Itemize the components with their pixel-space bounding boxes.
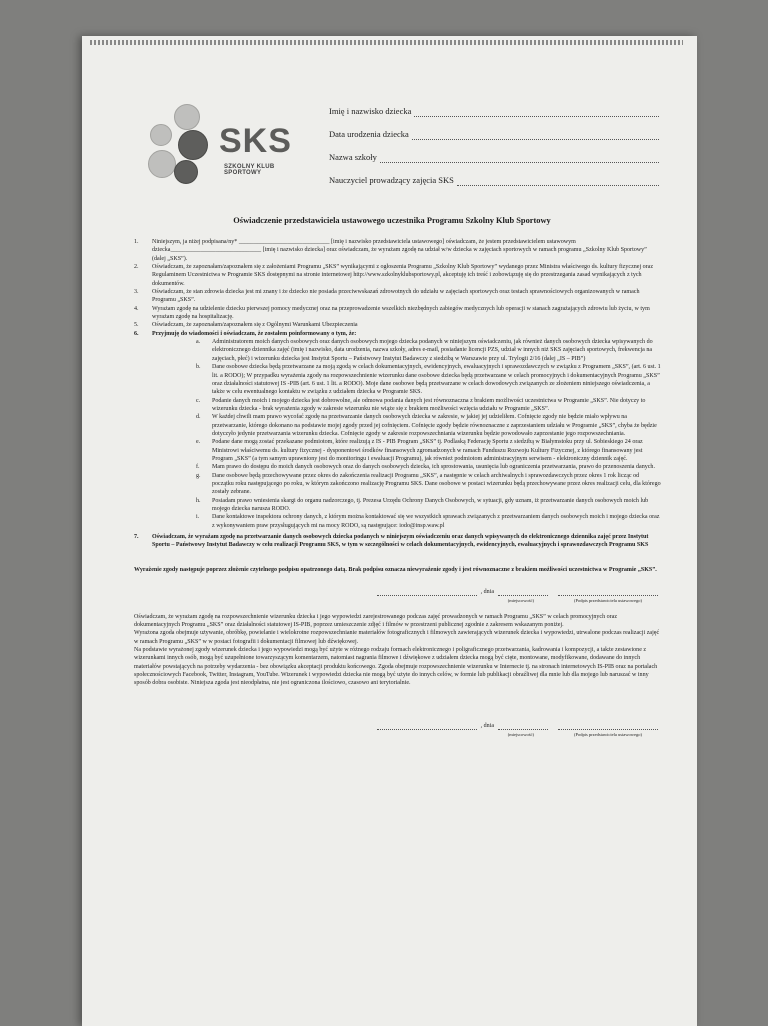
image-consent-paragraph: Wyrażona zgoda obejmuje używanie, obróbkę, powielanie i wielokrotne rozpowszechnianie materiałów fotograficznych i filmowych zawierających wizerunek dziecka i wypowiedzi, utrwalone podczas realizacji zajęć w ramach Programu „SKS” w w postaci fotografii i dokumentacji filmowej lub dźwiękowej. [134, 630, 660, 645]
sub-item: c. Podanie danych moich i mojego dziecka jest dobrowolne, ale odmowa podania danych jest równoznaczna z brakiem możliwości uczestnictwa w Programie „SKS”. Nie dotyczy to wizerunku dziecka - brak wyrażenia zgody w zakresie wizerunku nie wiąże się z brakiem możliwości wzięcia udziału w Programie „SKS”. [196, 397, 646, 412]
consent-note: Wyrażenie zgody następuje poprzez złożenie czytelnego podpisu opatrzonego datą. Brak podpisu oznacza niewyrażenie zgody i jest równoznaczne z brakiem możliwości uczestnictwa w Programie „SKS”. [134, 566, 657, 573]
sub-item: i. Dane kontaktowe inspektora ochrony danych, z którym można kontaktować się we wszystkich sprawach związanych z przetwarzaniem danych osobowych moich i mojego dziecka oraz z wykonywaniem praw przysługujących mi na mocy RODO, są następujące: iodo@insp.waw.pl [196, 514, 660, 529]
list-item: 2. Oświadczam, że zapoznałam/zapoznałem się z założeniami Programu „SKS” wynikającymi z ogłoszenia Programu „Szkolny Klub Sportowy” wydanego przez Ministra właściwego ds. kultury fizycznej oraz Regulaminem Uczestnictwa w Programie SKS dostępnymi na stronie internetowej http://www.szkolnyklubsportowy.pl, akceptuję ich treść i zobowiązuję się do przestrzegania zasad wynikających z tych dokumentów. [134, 264, 654, 287]
signature-captions-1: (miejscowość) (Podpis przedstawiciela ustawowego) [507, 598, 642, 604]
signature-block-1[interactable]: , dnia [134, 588, 662, 596]
list-item: 7. Oświadczam, że wyrażam zgodę na przetwarzanie danych osobowych dziecka podanych w niniejszym oświadczeniu oraz danych wpisywanych do elektronicznego dziennika zajęć przez Instytut Sportu – Państwowy Instytut Badawczy w celu realizacji Programu SKS, w tym w szczególności w celach dokumentacyjnych, ewidencyjnych, ewaluacyjnych i sprawozdawczych Programu SKS [134, 534, 649, 549]
perforation-edge [90, 40, 683, 45]
sub-item: a. Administratorem moich danych osobowych oraz danych osobowych mojego dziecka podanych w niniejszym oświadczeniu, jak również danych osobowych dziecka wpisywanych do elektronicznego dziennika zajęć (imię i nazwisko, data urodzenia, nazwa szkoły, adres e-mail, posiadanie licencji PZS, udział w innych niż SKS zajęciach sportowych, frekwencja na zajęciach, płeć) i wizerunku dziecka jest Instytut Sportu – Państwowy Instytut Badawczy z siedzibą w Warszawie przy ul. Trylogii 2/16 (dalej „IS – PIB”) [196, 339, 653, 362]
document-body [134, 238, 662, 738]
sub-item: e. Podane dane mogą zostać przekazane podmiotom, które realizują z IS - PIB Program „SKS” tj. Podlaską Federację Sportu z siedzibą w Białymstoku przy ul. Sobieskiego 24 oraz Ministrowi właściwemu ds. kultury fizycznej - dysponentowi środków finansowych zgromadzonych w ramach Funduszu Rozwoju Kultury Fizycznej, z którego finansowany jest Program „SKS” (a tym samym uprawniony jest do monitoringu i ewaluacji Programu), jak również podmiotom administracyjnym serwisem - elektroniczny dziennik zajęć. [196, 439, 643, 462]
image-consent-paragraph: Oświadczam, że wyrażam zgodę na rozpowszechnienie wizerunku dziecka i jego wypowiedzi zarejestrowanego podczas zajęć prowadzonych w ramach Programu „SKS” w celach promocyjnych oraz dokumentacyjnych Programu „SKS” oraz działalności statutowej IS-PIB, poprzez umieszczenie zdjęć i filmów w przestrzeni publicznej zgodnie z zakresem wskazanym poniżej. [134, 613, 618, 628]
balls-icon [144, 102, 224, 186]
sub-item: f. Mam prawo do dostępu do moich danych osobowych oraz do danych osobowych dziecka, ich sprostowania, usunięcia lub ograniczenia przetwarzania, prawo do przenoszenia danych. [196, 464, 655, 471]
school-name-field[interactable]: Nazwa szkoły [329, 152, 659, 175]
logo-subtitle: SZKOLNY KLUB SPORTOWY [224, 164, 275, 176]
list-item: 3. Oświadczam, że stan zdrowia dziecka jest mi znany i że dziecko nie posiada przeciwwskazań zdrowotnych do udziału w zajęciach sportowych oraz testach sprawnościowych organizowanych w ramach Programu „SKS”. [134, 289, 640, 304]
signature-captions-2: (miejscowość) (Podpis przedstawiciela ustawowego) [507, 731, 642, 737]
sub-item: h. Posiadam prawo wniesienia skargi do organu nadzorczego, tj. Prezesa Urzędu Ochrony Danych Osobowych, w sytuacji, gdy uznam, iż przetwarzanie danych osobowych moich lub mojego dziecka narusza RODO. [196, 497, 649, 512]
child-name-field[interactable]: Imię i nazwisko dziecka [329, 106, 659, 129]
header-fields [329, 106, 659, 198]
teacher-field[interactable]: Nauczyciel prowadzący zajęcia SKS [329, 175, 659, 198]
document-title: Oświadczenie przedstawiciela ustawowego uczestnika Programu Szkolny Klub Sportowy [233, 216, 551, 225]
list-item: 5. Oświadczam, że zapoznałam/zapoznałem się z Ogólnymi Warunkami Ubezpieczenia [134, 322, 358, 329]
child-birthdate-field[interactable]: Data urodzenia dziecka [329, 129, 659, 152]
signature-block-2[interactable]: , dnia [134, 722, 662, 730]
list-item: 4. Wyrażam zgodę na udzielenie dziecku pierwszej pomocy medycznej oraz na przeprowadzenie wszelkich niezbędnych zabiegów medycznych lub operacji w stanach zagrażających zdrowiu lub życiu, w tym wyrażam zgodę na hospitalizację. [134, 305, 650, 321]
sub-item: b. Dane osobowe dziecka będą przetwarzane za moją zgodą w celach dokumentacyjnych, ewidencyjnych, ewaluacyjnych i sprawozdawczych w związku z Programem „SKS”, (art. 6 ust. 1 lit. a RODO); W przypadku wyrażenia zgody na rozpowszechnienie wizerunku dane osobowe dziecka będą przetwarzane w celach promocyjnych i dokumentacyjnych Programu „SKS” oraz działalności statutowej IS -PIB (art. 6 ust. 1 lit. a RODO). Moje dane osobowe będą przetwarzane w celach dowodowych związanych ze złożeniem niniejszego oświadczenia, a także w celu ewentualnego kontaktu w związku z udziałem dziecka w Programie SKS. [196, 364, 661, 396]
sks-logo [144, 102, 294, 186]
sub-item: d. W każdej chwili mam prawo wycofać zgodę na przetwarzanie danych osobowych dziecka w zakresie, w jakiej jej udzieliłem. Cofnięcie zgody nie będzie miało wpływu na przetwarzanie, którego dokonano na podstawie mojej zgody przed jej cofnięciem. Cofnięcie zgody będzie równoznaczne z zaprzestaniem udziału w Programie „SKS”, chyba że będzie dotyczyło jedynie przetwarzania wizerunku dziecka. Cofnięcie zgody w zakresie rozpowszechniania wizerunku będzie powodowało zaprzestanie jego rozpowszechniania. [196, 414, 657, 437]
list-item: 1. Niniejszym, ja niżej podpisana/ny* ______________________________ [imię i nazwisko przedstawiciela ustawowego] oświadczam, że jestem przedstawicielem ustawowym dziecka______________________________ [imię i nazwisko dziecka] oraz oświadczam, że wyrażam zgodę na udział w/w dziecka w zajęciach sportowych w ramach programu „Szkolny Klub Sportowy” (dalej „SKS”). [134, 239, 647, 262]
document-page [82, 36, 697, 1026]
logo-word: SKS [219, 122, 292, 160]
sub-item: g. Dane osobowe będą przechowywane przez okres do zakończenia realizacji Programu „SKS”, a następnie w celach archiwalnych i sprawozdawczych przez okres 1 rok licząc od początku roku następującego po roku, w którym zakończono realizację Programu SKS. Dane osobowe w postaci wizerunku będą przechowywane przez okres realizacji celu, dla którego zostały zebrane. [196, 472, 661, 496]
image-consent-paragraph: Na podstawie wyrażonej zgody wizerunek dziecka i jego wypowiedzi mogą być użyte w różnego rodzaju formach elektronicznego i poligraficznego przetwarzania, kadrowania i kompozycji, a także zestawione z wizerunkami innych osób, mogą być uzupełnione towarzyszącym komentarzem, natomiast nagrania filmowe i dźwiękowe z udziałem dziecka mogą być cięte, montowane, modyfikowane, dodawane do innych materiałów powstających na potrzeby wydarzenia - bez obowiązku akceptacji produktu końcowego. Zgoda obejmuje rozpowszechnienie wizerunku w Internecie tj. na stronach internetowych IS-PIB oraz na portalach społecznościowych Facebook, Twitter, Instagram, YouTube. Wizerunek i wypowiedzi dziecka nie mogą być użyte do innych celów, w formie lub publikacji obraźliwej dla mnie lub dla mojego lub naruszać w inny sposób dobra osobiste. Niniejsza zgoda jest nieodpłatna, nie jest ograniczona ilościowo, czasowo ani terytorialnie. [134, 646, 658, 687]
list-item: 6. Przyjmuję do wiadomości i oświadczam, że zostałem poinformowany o tym, że: [134, 330, 357, 337]
